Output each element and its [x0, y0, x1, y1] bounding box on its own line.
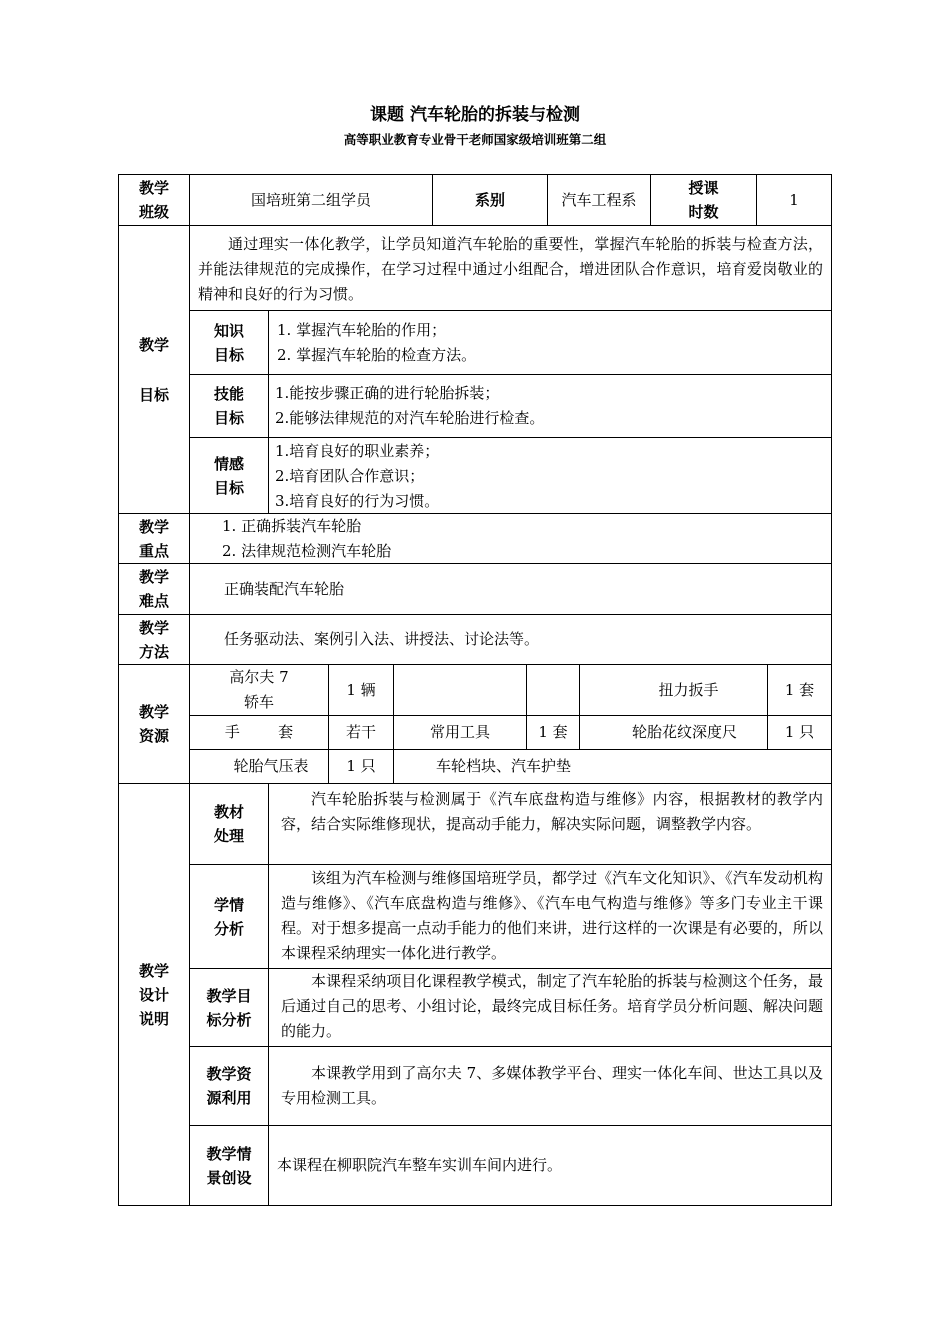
- methods-label: 教学 方法: [118, 614, 190, 665]
- resource-qty: 1 只: [328, 749, 394, 784]
- difficulties-label: 教学 难点: [118, 563, 190, 615]
- objectives-intro: 通过理实一体化教学，让学员知道汽车轮胎的重要性，掌握汽车轮胎的拆装与检查方法，并能法律规范的完成操作，在学习过程中通过小组配合，增进团队合作意识，培育爱岗敬业的精神和良好的行为习惯。: [189, 225, 832, 311]
- emotion-label: 情感 目标: [189, 437, 269, 514]
- goal-analysis-text: 本课程采纳项目化课程教学模式，制定了汽车轮胎的拆装与检测这个任务，最后通过自己的思考、小组讨论，最终完成目标任务。培育学员分析问题、解决问题的能力。: [268, 968, 832, 1047]
- class-label: 教学 班级: [118, 174, 190, 226]
- knowledge-goals: 1. 掌握汽车轮胎的作用； 2. 掌握汽车轮胎的检查方法。: [268, 310, 832, 375]
- hours-value: 1: [756, 174, 832, 226]
- scene-text: 本课程在柳职院汽车整车实训车间内进行。: [268, 1125, 832, 1206]
- resource-item: 轮胎气压表: [189, 749, 329, 784]
- resource-item: 手 套: [189, 715, 329, 750]
- skill-label: 技能 目标: [189, 374, 269, 438]
- resource-qty: 1 套: [767, 664, 832, 716]
- key-points-label: 教学 重点: [118, 513, 190, 564]
- resource-item: 高尔夫 7 轿车: [189, 664, 329, 716]
- resource-qty: 1 只: [767, 715, 832, 750]
- key-points: 1. 正确拆装汽车轮胎 2. 法律规范检测汽车轮胎: [189, 513, 832, 564]
- resource-item: 常用工具: [393, 715, 527, 750]
- dept-value: 汽车工程系: [547, 174, 651, 226]
- scene-label: 教学情 景创设: [189, 1125, 269, 1206]
- skill-goals: 1.能按步骤正确的进行轮胎拆装； 2.能够法律规范的对汽车轮胎进行检查。: [268, 374, 832, 438]
- knowledge-label: 知识 目标: [189, 310, 269, 375]
- resource-use-label: 教学资 源利用: [189, 1046, 269, 1126]
- goal-analysis-label: 教学目 标分析: [189, 968, 269, 1047]
- resource-qty: 1 套: [526, 715, 580, 750]
- resource-item: 轮胎花纹深度尺: [579, 715, 768, 750]
- page-title: 课题 汽车轮胎的拆装与检测: [370, 105, 580, 125]
- objectives-label: 教学 目标: [118, 225, 190, 514]
- resource-empty-cell: [393, 664, 527, 716]
- dept-label: 系别: [432, 174, 548, 226]
- class-value: 国培班第二组学员: [189, 174, 433, 226]
- design-label: 教学 设计 说明: [118, 783, 190, 1206]
- page-subtitle: 高等职业教育专业骨干老师国家级培训班第二组: [343, 132, 607, 147]
- learner-text: 该组为汽车检测与维修国培班学员，都学过《汽车文化知识》、《汽车发动机构造与维修》、《汽车底盘构造与维修》、《汽车电气构造与维修》等多门专业主干课程。对于想多提高一点动手能力的他们来讲，进行这样的一次课是有必要的，所以本课程采纳理实一体化进行教学。: [268, 864, 832, 969]
- hours-label: 授课 时数: [650, 174, 757, 226]
- methods-text: 任务驱动法、案例引入法、讲授法、讨论法等。: [189, 614, 832, 665]
- resource-item: 车轮档块、汽车护垫: [393, 749, 832, 784]
- material-text: 汽车轮胎拆装与检测属于《汽车底盘构造与维修》内容，根据教材的教学内容，结合实际维修现状，提高动手能力，解决实际问题，调整教学内容。: [268, 783, 832, 865]
- learner-label: 学情 分析: [189, 864, 269, 969]
- difficulties-text: 正确装配汽车轮胎: [189, 563, 832, 615]
- resource-qty: 1 辆: [328, 664, 394, 716]
- material-label: 教材 处理: [189, 783, 269, 865]
- emotion-goals: 1.培育良好的职业素养； 2.培育团队合作意识； 3.培育良好的行为习惯。: [268, 437, 832, 514]
- resource-empty-cell: [526, 664, 580, 716]
- resource-use-text: 本课教学用到了高尔夫 7、多媒体教学平台、理实一体化车间、世达工具以及专用检测工具。: [268, 1046, 832, 1126]
- resources-label: 教学 资源: [118, 664, 190, 784]
- resource-item: 扭力扳手: [579, 664, 768, 716]
- resource-qty: 若干: [328, 715, 394, 750]
